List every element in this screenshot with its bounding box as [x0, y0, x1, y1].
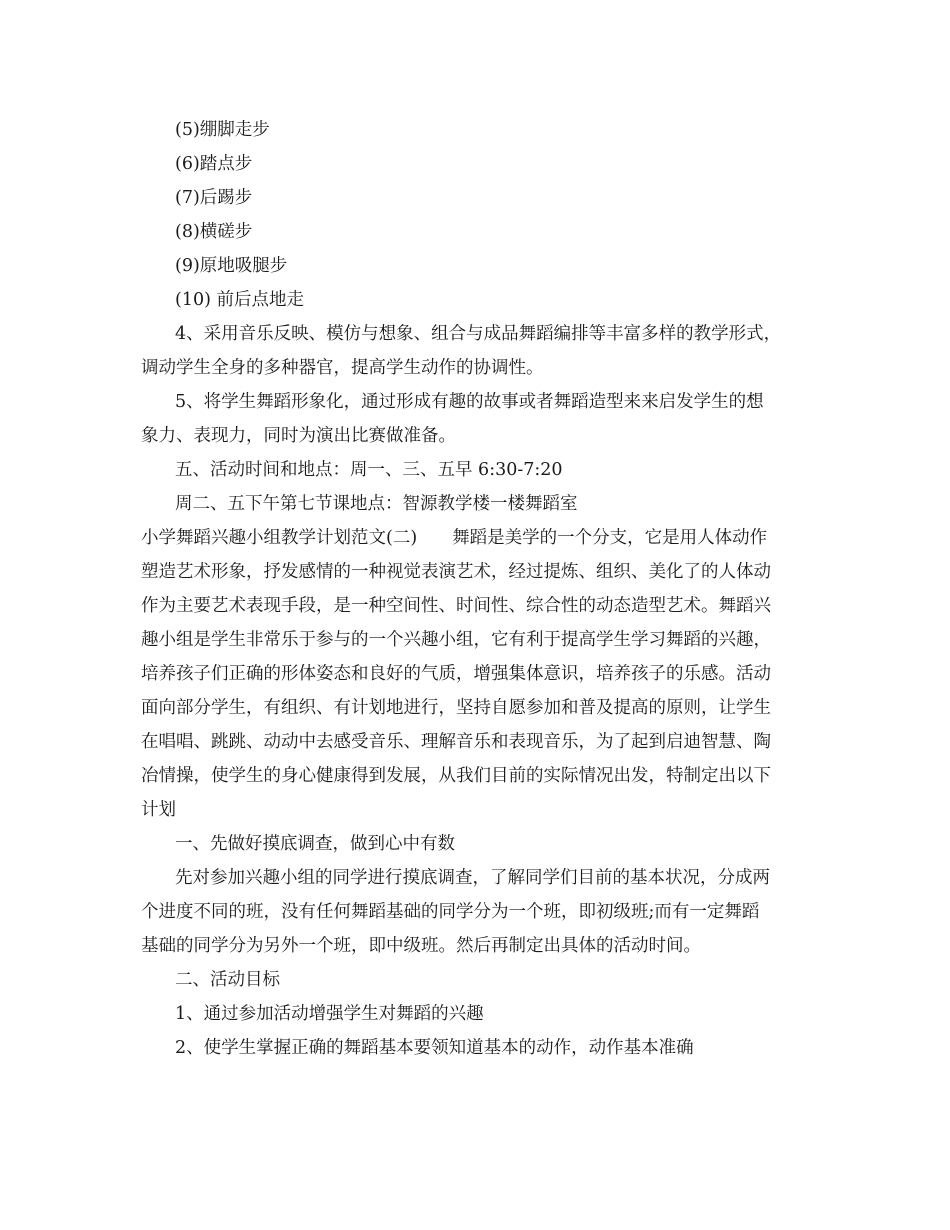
list-item: 1、通过参加活动增强学生对舞蹈的兴趣 — [175, 1004, 484, 1024]
paragraph-line: 调动学生全身的多种器官，提高学生动作的协调性。 — [141, 358, 544, 378]
list-item-7: (7)后踢步 — [175, 188, 253, 208]
paragraph-line: 塑造艺术形象，抒发感情的一种视觉表演艺术，经过提炼、组织、美化了的人体动 — [141, 562, 771, 582]
list-item-8: (8)横磋步 — [175, 222, 253, 242]
paragraph-line: 4、采用音乐反映、模仿与想象、组合与成品舞蹈编排等丰富多样的教学形式， — [175, 324, 782, 344]
paragraph-line: 基础的同学分为另外一个班，即中级班。然后再制定出具体的活动时间。 — [141, 936, 701, 956]
section-heading: 一、先做好摸底调查，做到心中有数 — [175, 834, 455, 854]
document-title-line: 小学舞蹈兴趣小组教学计划范文(二) 舞蹈是美学的一个分支，它是用人体动作 — [141, 528, 768, 548]
paragraph-line: 趣小组是学生非常乐于参与的一个兴趣小组，它有利于提高学生学习舞蹈的兴趣， — [141, 630, 771, 650]
section-heading: 二、活动目标 — [175, 970, 280, 990]
section-heading: 五、活动时间和地点：周一、三、五早 6:30-7:20 — [175, 460, 563, 480]
list-item-9: (9)原地吸腿步 — [175, 256, 288, 276]
paragraph-line: 周二、五下午第七节课地点：智源教学楼一楼舞蹈室 — [175, 494, 578, 514]
paragraph-line: 培养孩子们正确的形体姿态和良好的气质，增强集体意识，培养孩子的乐感。活动 — [141, 664, 771, 684]
paragraph-line: 作为主要艺术表现手段，是一种空间性、时间性、综合性的动态造型艺术。舞蹈兴 — [141, 596, 771, 616]
paragraph-line: 先对参加兴趣小组的同学进行摸底调查，了解同学们目前的基本状况，分成两 — [175, 868, 770, 888]
paragraph-line: 冶情操，使学生的身心健康得到发展，从我们目前的实际情况出发，特制定出以下 — [141, 766, 771, 786]
paragraph-line: 在唱唱、跳跳、动动中去感受音乐、理解音乐和表现音乐，为了起到启迪智慧、陶 — [141, 732, 771, 752]
paragraph-line: 5、将学生舞蹈形象化，通过形成有趣的故事或者舞蹈造型来来启发学生的想 — [175, 392, 764, 412]
paragraph-line: 象力、表现力，同时为演出比赛做准备。 — [141, 426, 456, 446]
list-item-10: (10) 前后点地走 — [175, 290, 304, 310]
list-item-5: (5)绷脚走步 — [175, 120, 270, 140]
list-item-6: (6)踏点步 — [175, 154, 253, 174]
paragraph-line: 个进度不同的班，没有任何舞蹈基础的同学分为一个班，即初级班;而有一定舞蹈 — [141, 902, 760, 922]
paragraph-line: 计划 — [141, 800, 176, 820]
paragraph-line: 面向部分学生，有组织、有计划地进行，坚持自愿参加和普及提高的原则，让学生 — [141, 698, 771, 718]
list-item: 2、使学生掌握正确的舞蹈基本要领知道基本的动作，动作基本准确 — [175, 1038, 694, 1058]
